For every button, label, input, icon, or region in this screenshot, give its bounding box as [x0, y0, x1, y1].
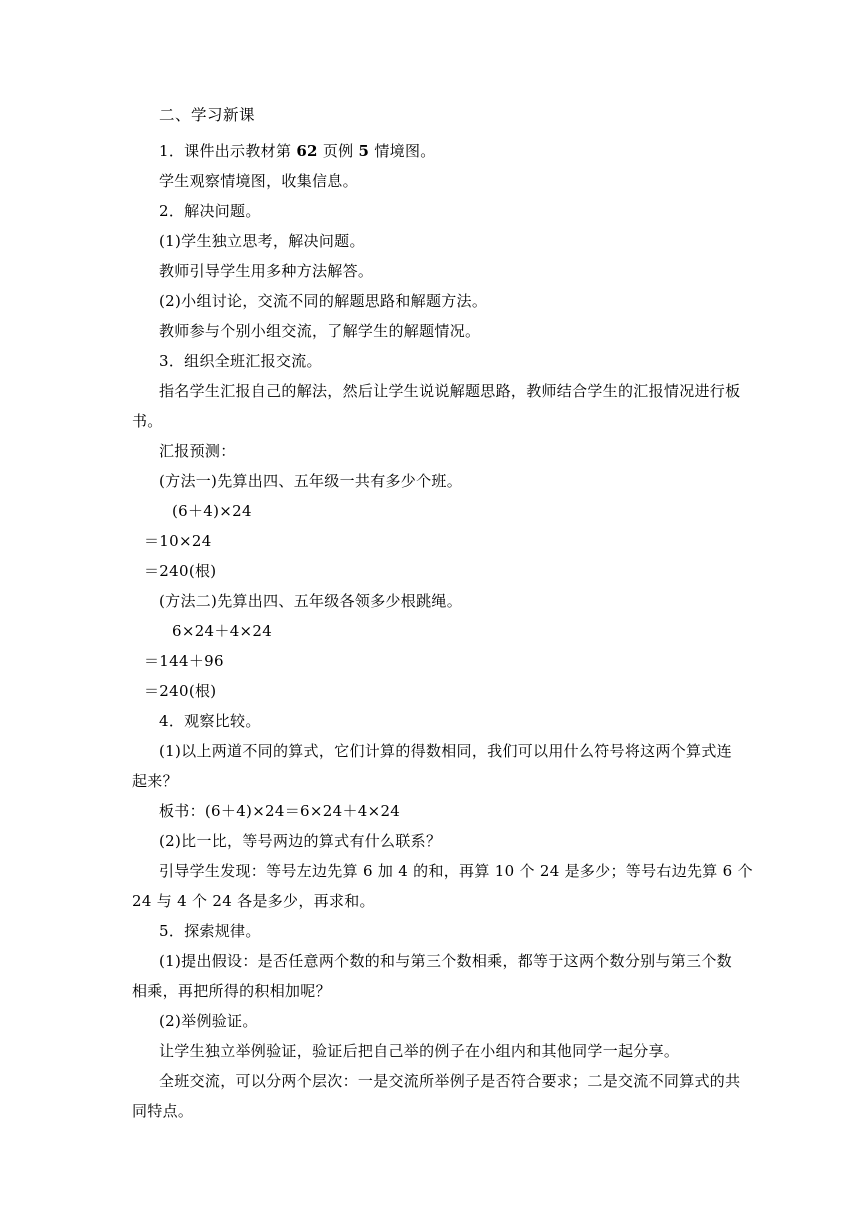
step-1-line: [132, 136, 730, 166]
section-heading: 二、学习新课: [159, 106, 256, 124]
document-body: [132, 103, 753, 1126]
paragraph-continuation: 24 与 4 个 24 各是多少，再求和。: [132, 892, 375, 910]
paragraph-line: (2)小组讨论，交流不同的解题思路和解题方法。: [159, 292, 488, 310]
equation-line: (6＋4)×24: [172, 502, 252, 520]
paragraph-line: 让学生独立举例验证，验证后把自己举的例子在小组内和其他同学一起分享。: [159, 1042, 680, 1060]
text-fragment: 1．课件出示教材第: [159, 142, 297, 160]
paragraph-line: (2)比一比，等号两边的算式有什么联系？: [159, 832, 442, 850]
paragraph-continuation: 相乘，再把所得的积相加呢？: [132, 982, 331, 1000]
paragraph-line: (1)提出假设：是否任意两个数的和与第三个数相乘，都等于这两个数分别与第三个数: [159, 952, 732, 970]
paragraph-line: 全班交流，可以分两个层次：一是交流所举例子是否符合要求；二是交流不同算式的共: [159, 1072, 741, 1090]
paragraph-continuation: 起来？: [132, 772, 178, 790]
paragraph-line: 学生观察情境图，收集信息。: [159, 172, 358, 190]
equation-line: ＝240(根): [144, 562, 217, 580]
equation-line: 6×24＋4×24: [172, 622, 273, 640]
step-2-line: 2．解决问题。: [159, 202, 261, 220]
step-3-line: 3．组织全班汇报交流。: [159, 352, 322, 370]
step-5-line: 5．探索规律。: [159, 922, 261, 940]
page-number-bold: 62: [296, 142, 318, 160]
text-fragment: 情境图。: [369, 142, 436, 160]
step-4-line: 4．观察比较。: [159, 712, 261, 730]
paragraph-line: 汇报预测：: [159, 442, 236, 460]
method-one-line: (方法一)先算出四、五年级一共有多少个班。: [159, 472, 463, 490]
paragraph-line: 教师参与个别小组交流，了解学生的解题情况。: [159, 322, 481, 340]
paragraph-line: (1)以上两道不同的算式，它们计算的得数相同，我们可以用什么符号将这两个算式连: [159, 742, 732, 760]
paragraph-line: 指名学生汇报自己的解法，然后让学生说说解题思路，教师结合学生的汇报情况进行板: [159, 382, 741, 400]
paragraph-line: 教师引导学生用多种方法解答。: [159, 262, 374, 280]
equation-line: ＝240(根): [144, 682, 217, 700]
paragraph-line: (1)学生独立思考，解决问题。: [159, 232, 365, 250]
paragraph-line: 引导学生发现：等号左边先算 6 加 4 的和，再算 10 个 24 是多少；等号右边先算 6 个: [159, 862, 753, 880]
paragraph-continuation: 书。: [132, 412, 163, 430]
method-two-line: (方法二)先算出四、五年级各领多少根跳绳。: [159, 592, 463, 610]
example-number-bold: 5: [358, 142, 370, 160]
board-writing-line: 板书：(6＋4)×24＝6×24＋4×24: [159, 802, 401, 820]
text-fragment: 页例: [317, 142, 359, 160]
paragraph-line: (2)举例验证。: [159, 1012, 258, 1030]
equation-line: ＝144＋96: [144, 652, 224, 670]
equation-line: ＝10×24: [144, 532, 212, 550]
paragraph-continuation: 同特点。: [132, 1102, 194, 1120]
